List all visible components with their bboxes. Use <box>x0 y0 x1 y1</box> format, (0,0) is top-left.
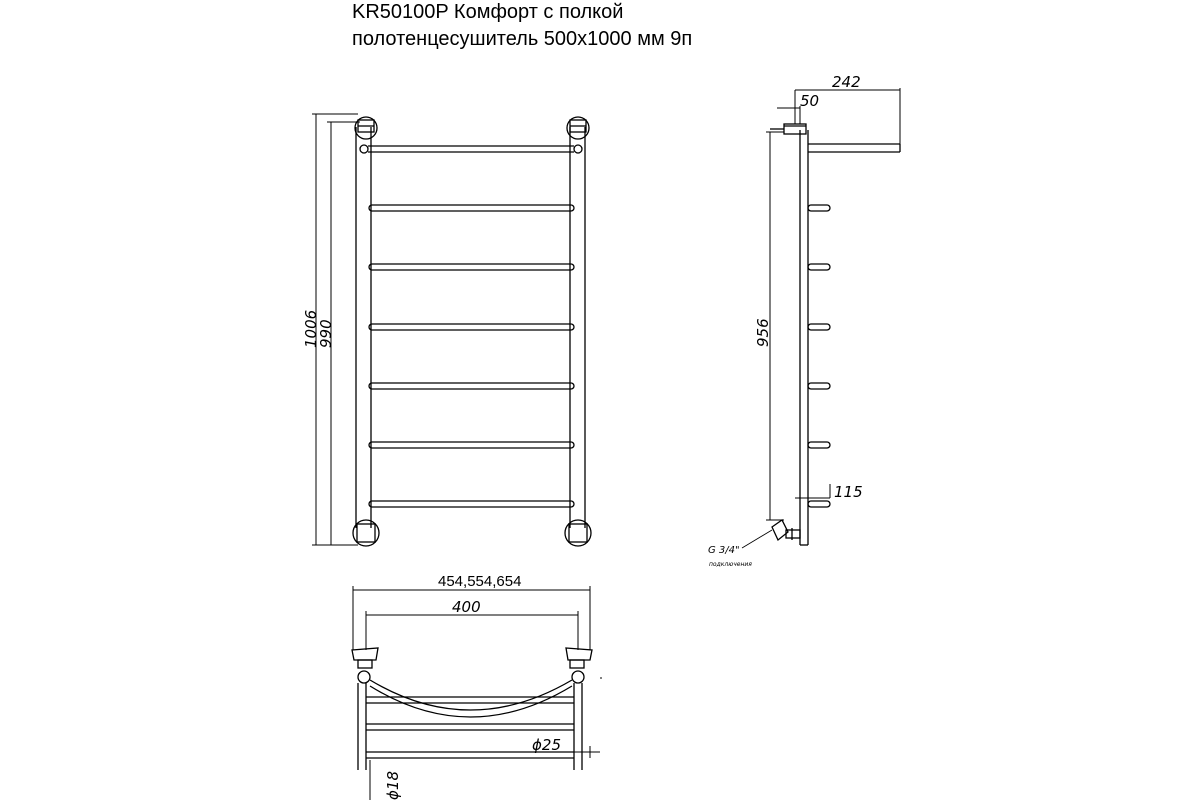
rung <box>369 264 574 270</box>
drawing-subtitle: полотенцесушитель 500x1000 мм 9п <box>352 28 693 50</box>
side-view <box>708 73 900 568</box>
side-shelf <box>808 144 900 152</box>
bottom-left-connection <box>353 520 379 546</box>
top-right-bracket <box>567 117 589 139</box>
rung <box>369 442 574 448</box>
right-rail <box>570 127 585 528</box>
dim-bottom-offset: 115 <box>834 483 863 501</box>
dim-connection-thread: G 3/4" <box>708 545 740 556</box>
dim-inner-height: 990 <box>317 319 335 348</box>
top-right-rail-end <box>572 671 584 683</box>
shelf-arc <box>370 680 572 710</box>
rung <box>369 324 574 330</box>
top-view <box>352 573 602 800</box>
rung <box>369 383 574 389</box>
dim-widths: 454,554,654 <box>438 573 522 590</box>
side-dimension-depth <box>766 88 900 520</box>
top-left-bracket <box>355 117 377 139</box>
side-valve <box>772 520 800 540</box>
drawing-title: KR50100P Комфорт с полкой <box>352 1 624 23</box>
dim-depth-total: 242 <box>832 73 861 91</box>
dim-side-height: 956 <box>754 318 772 347</box>
side-rung-stubs <box>808 205 830 507</box>
dim-tube-main: ϕ25 <box>532 736 561 754</box>
top-left-rail-end <box>358 671 370 683</box>
dim-tube-rung: ϕ18 <box>384 771 402 800</box>
top-dimension-width <box>353 586 590 650</box>
rung <box>369 205 574 211</box>
top-shelf-bar <box>360 145 582 153</box>
front-view <box>302 114 591 546</box>
top-left-valve <box>352 648 378 668</box>
top-right-valve <box>566 648 592 668</box>
dim-center-distance: 400 <box>452 598 481 616</box>
dim-overall-height: 1006 <box>302 309 320 348</box>
connection-label: подключения <box>709 561 752 568</box>
dim-top-offset: 50 <box>800 92 820 110</box>
rung <box>369 501 574 507</box>
rungs <box>369 205 574 507</box>
bottom-right-connection <box>565 520 591 546</box>
